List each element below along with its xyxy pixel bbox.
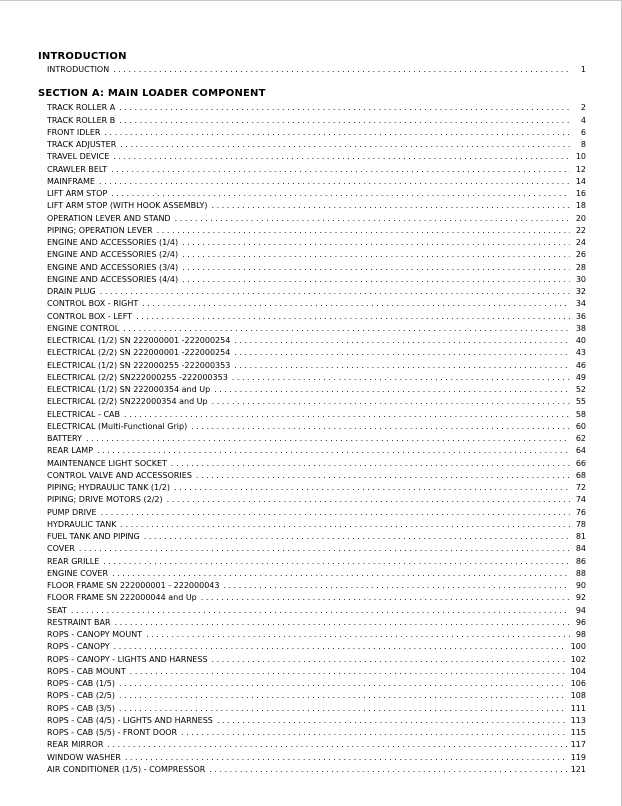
- toc-entry[interactable]: [38, 311, 586, 323]
- dot-leader: [146, 629, 570, 641]
- toc-entry[interactable]: [38, 531, 586, 543]
- toc-entry-title: ROPS - CAB (3/5): [47, 703, 115, 713]
- dot-leader: [119, 690, 567, 702]
- dot-leader: [119, 678, 567, 690]
- toc-entry-title: ENGINE CONTROL: [47, 323, 120, 333]
- toc-entry-page-number: 46: [575, 360, 586, 370]
- toc-entry[interactable]: [38, 703, 586, 715]
- toc-entry-page-number: 119: [570, 752, 586, 762]
- toc-entry[interactable]: [38, 237, 586, 249]
- dot-leader: [114, 641, 567, 653]
- toc-entry-title: LIFT ARM STOP: [47, 189, 108, 198]
- toc-entry-title: PIPING; OPERATION LEVER: [47, 225, 153, 235]
- toc-entry[interactable]: [38, 115, 586, 127]
- toc-entry-page-number: 14: [575, 176, 586, 186]
- dot-leader: [214, 384, 570, 396]
- toc-entry[interactable]: [38, 188, 586, 200]
- toc-entry-page-number: 26: [575, 250, 586, 260]
- toc-entry-title: CONTROL VALVE AND ACCESSORIES: [47, 470, 192, 480]
- toc-entry-page-number: 16: [575, 189, 586, 198]
- dot-leader: [107, 739, 566, 751]
- dot-leader: [234, 347, 570, 359]
- dot-leader: [119, 703, 567, 715]
- toc-entry-page-number: 66: [575, 458, 586, 468]
- toc-entry-title: ELECTRICAL - CAB: [47, 409, 120, 419]
- section-a-entry-list: [38, 102, 586, 776]
- toc-entry-page-number: 98: [575, 630, 586, 639]
- toc-entry-title: CONTROL BOX - RIGHT: [47, 299, 139, 309]
- table-of-contents: [38, 51, 586, 776]
- toc-entry-title: ELECTRICAL (2/2) SN 222000001 -222000254: [47, 348, 231, 358]
- toc-entry-page-number: 76: [575, 507, 586, 517]
- toc-entry-page-number: 55: [575, 397, 586, 407]
- toc-entry-title: ELECTRICAL (1/2) SN 222000354 and Up: [47, 385, 211, 394]
- toc-entry[interactable]: [38, 421, 586, 433]
- dot-leader: [232, 372, 570, 384]
- toc-entry-page-number: 60: [575, 421, 586, 431]
- toc-entry[interactable]: [38, 470, 586, 482]
- toc-entry[interactable]: [38, 360, 586, 372]
- toc-entry-page-number: 24: [575, 238, 586, 247]
- toc-entry-title: ROPS - CANOPY - LIGHTS AND HARNESS: [47, 654, 208, 664]
- toc-entry-title: INTRODUCTION: [47, 65, 110, 74]
- toc-entry[interactable]: [38, 739, 586, 751]
- toc-entry[interactable]: [38, 164, 586, 176]
- toc-entry-page-number: 36: [575, 311, 586, 321]
- toc-entry-title: SEAT: [47, 605, 67, 615]
- toc-entry-title: DRAIN PLUG: [47, 287, 96, 296]
- toc-entry-page-number: 32: [575, 287, 586, 296]
- dot-leader: [113, 151, 570, 163]
- toc-entry-page-number: 72: [575, 483, 586, 492]
- toc-entry[interactable]: [38, 715, 586, 727]
- toc-entry[interactable]: [38, 335, 586, 347]
- section-heading-section-a: SECTION A: MAIN LOADER COMPONENT: [38, 88, 266, 100]
- toc-entry-title: FLOOR FRAME SN 222000001 - 222000043: [47, 581, 220, 590]
- dot-leader: [123, 323, 570, 335]
- toc-entry-page-number: 96: [575, 617, 586, 627]
- toc-entry-title: ENGINE COVER: [47, 568, 109, 578]
- dot-leader: [104, 127, 570, 139]
- toc-entry[interactable]: [38, 543, 586, 555]
- toc-entry-title: TRACK ROLLER A: [47, 103, 116, 113]
- toc-entry[interactable]: [38, 372, 586, 384]
- toc-entry[interactable]: [38, 678, 586, 690]
- toc-entry-title: ENGINE AND ACCESSORIES (1/4): [47, 238, 179, 247]
- toc-entry-title: ELECTRICAL (2/2) SN222000354 and Up: [47, 397, 208, 407]
- toc-entry[interactable]: [38, 396, 586, 408]
- toc-entry-title: ROPS - CAB (2/5): [47, 691, 115, 701]
- toc-entry-page-number: 104: [570, 666, 586, 676]
- toc-entry-title: AIR CONDITIONER (1/5) - COMPRESSOR: [47, 764, 206, 774]
- toc-entry-title: WINDOW WASHER: [47, 752, 121, 762]
- toc-entry[interactable]: [38, 176, 586, 188]
- toc-entry-page-number: 49: [575, 372, 586, 382]
- toc-entry[interactable]: [38, 629, 586, 641]
- toc-entry-page-number: 115: [570, 728, 586, 737]
- toc-entry-page-number: 102: [570, 654, 586, 664]
- toc-entry-title: ELECTRICAL (1/2) SN 222000255 -222000353: [47, 360, 231, 370]
- dot-leader: [125, 752, 567, 764]
- dot-leader: [212, 200, 570, 212]
- toc-entry-title: ELECTRICAL (1/2) SN 222000001 -222000254: [47, 336, 231, 345]
- toc-entry-page-number: 52: [575, 385, 586, 394]
- toc-entry-title: MAINFRAME: [47, 176, 95, 186]
- toc-entry-title: ROPS - CANOPY: [47, 642, 110, 652]
- dot-leader: [120, 139, 570, 151]
- toc-entry[interactable]: [38, 641, 586, 653]
- toc-entry-title: ROPS - CAB (4/5) - LIGHTS AND HARNESS: [47, 715, 213, 725]
- dot-leader: [124, 409, 570, 421]
- toc-entry-page-number: 18: [575, 201, 586, 211]
- toc-entry-page-number: 84: [575, 544, 586, 554]
- dot-leader: [212, 654, 567, 666]
- toc-entry-title: ROPS - CAB (1/5): [47, 679, 115, 688]
- toc-entry[interactable]: [38, 482, 586, 494]
- dot-leader: [144, 531, 570, 543]
- toc-entry[interactable]: [38, 323, 586, 335]
- toc-entry-page-number: 68: [575, 470, 586, 480]
- toc-entry-page-number: 34: [575, 299, 586, 309]
- toc-entry-title: ENGINE AND ACCESSORIES (4/4): [47, 274, 179, 284]
- dot-leader: [234, 360, 570, 372]
- dot-leader: [182, 249, 570, 261]
- toc-entry[interactable]: [38, 102, 586, 114]
- dot-leader: [217, 715, 567, 727]
- toc-entry-page-number: 2: [580, 103, 586, 113]
- toc-entry[interactable]: [38, 605, 586, 617]
- toc-entry[interactable]: [38, 690, 586, 702]
- toc-entry-page-number: 20: [575, 213, 586, 223]
- toc-entry[interactable]: [38, 249, 586, 261]
- toc-entry[interactable]: [38, 617, 586, 629]
- toc-entry-title: PIPING; DRIVE MOTORS (2/2): [47, 495, 163, 505]
- toc-entry-title: REAR GRILLE: [47, 556, 100, 566]
- toc-entry-title: BATTERY: [47, 434, 82, 443]
- toc-entry-page-number: 8: [580, 140, 586, 149]
- toc-entry-title: REAR MIRROR: [47, 740, 104, 750]
- dot-leader: [223, 580, 570, 592]
- toc-entry-page-number: 94: [575, 605, 586, 615]
- toc-entry-title: ENGINE AND ACCESSORIES (2/4): [47, 250, 179, 260]
- toc-entry[interactable]: [38, 286, 586, 298]
- toc-entry-page-number: 64: [575, 446, 586, 456]
- toc-entry[interactable]: [38, 64, 586, 76]
- toc-entry[interactable]: [38, 556, 586, 568]
- page-top-border: [0, 0, 622, 1]
- toc-entry-page-number: 117: [570, 740, 586, 750]
- toc-entry-page-number: 86: [575, 556, 586, 566]
- dot-leader: [111, 164, 570, 176]
- dot-leader: [113, 64, 570, 76]
- dot-leader: [86, 433, 570, 445]
- dot-leader: [201, 592, 570, 604]
- toc-entry-title: LIFT ARM STOP (WITH HOOK ASSEMBLY): [47, 201, 208, 211]
- toc-entry-page-number: 92: [575, 593, 586, 603]
- toc-entry-title: ELECTRICAL (Multi-Functional Grip): [47, 421, 188, 431]
- toc-entry-title: ROPS - CANOPY MOUNT: [47, 630, 143, 639]
- toc-entry-title: TRAVEL DEVICE: [47, 152, 110, 162]
- toc-entry-page-number: 28: [575, 262, 586, 272]
- toc-entry[interactable]: [38, 433, 586, 445]
- dot-leader: [174, 482, 570, 494]
- toc-entry-page-number: 1: [580, 65, 586, 74]
- toc-entry[interactable]: [38, 654, 586, 666]
- toc-entry[interactable]: [38, 507, 586, 519]
- dot-leader: [71, 605, 570, 617]
- toc-entry-title: HYDRAULIC TANK: [47, 519, 117, 529]
- toc-entry[interactable]: [38, 592, 586, 604]
- toc-entry-page-number: 62: [575, 434, 586, 443]
- toc-entry[interactable]: [38, 666, 586, 678]
- toc-entry-title: ROPS - CAB MOUNT: [47, 666, 126, 676]
- toc-entry[interactable]: [38, 409, 586, 421]
- toc-entry-page-number: 6: [580, 127, 586, 137]
- toc-entry[interactable]: [38, 494, 586, 506]
- dot-leader: [175, 213, 570, 225]
- toc-entry[interactable]: [38, 139, 586, 151]
- toc-entry[interactable]: [38, 213, 586, 225]
- toc-entry-title: ELECTRICAL (2/2) SN222000255 -222000353: [47, 372, 228, 382]
- toc-entry[interactable]: [38, 752, 586, 764]
- toc-entry[interactable]: [38, 384, 586, 396]
- toc-entry[interactable]: [38, 225, 586, 237]
- toc-entry[interactable]: [38, 519, 586, 531]
- toc-entry[interactable]: [38, 458, 586, 470]
- dot-leader: [181, 727, 567, 739]
- toc-entry[interactable]: [38, 200, 586, 212]
- dot-leader: [171, 458, 570, 470]
- dot-leader: [111, 188, 570, 200]
- toc-entry-page-number: 108: [570, 691, 586, 701]
- toc-entry[interactable]: [38, 151, 586, 163]
- toc-entry-page-number: 81: [575, 532, 586, 541]
- toc-entry-title: RESTRAINT BAR: [47, 617, 111, 627]
- toc-entry-page-number: 100: [570, 642, 586, 652]
- toc-entry-title: CONTROL BOX - LEFT: [47, 311, 133, 321]
- dot-leader: [97, 445, 570, 457]
- toc-entry[interactable]: [38, 727, 586, 739]
- toc-entry-title: PIPING; HYDRAULIC TANK (1/2): [47, 483, 170, 492]
- dot-leader: [136, 311, 570, 323]
- dot-leader: [209, 764, 566, 776]
- dot-leader: [234, 335, 570, 347]
- toc-entry-title: FRONT IDLER: [47, 127, 101, 137]
- toc-entry-title: TRACK ADJUSTER: [47, 140, 117, 149]
- toc-entry[interactable]: [38, 347, 586, 359]
- toc-entry[interactable]: [38, 298, 586, 310]
- dot-leader: [130, 666, 567, 678]
- toc-entry-page-number: 113: [570, 715, 586, 725]
- toc-entry-page-number: 78: [575, 519, 586, 529]
- dot-leader: [167, 494, 570, 506]
- dot-leader: [100, 286, 570, 298]
- dot-leader: [196, 470, 570, 482]
- dot-leader: [101, 507, 570, 519]
- dot-leader: [112, 568, 570, 580]
- toc-entry-title: MAINTENANCE LIGHT SOCKET: [47, 458, 167, 468]
- toc-entry-title: FLOOR FRAME SN 222000044 and Up: [47, 593, 197, 603]
- dot-leader: [191, 421, 570, 433]
- toc-entry[interactable]: [38, 568, 586, 580]
- toc-entry-title: ROPS - CAB (5/5) - FRONT DOOR: [47, 728, 178, 737]
- toc-entry-title: PUMP DRIVE: [47, 507, 97, 517]
- toc-entry-title: ENGINE AND ACCESSORIES (3/4): [47, 262, 179, 272]
- toc-entry-page-number: 58: [575, 409, 586, 419]
- dot-leader: [103, 556, 570, 568]
- toc-entry-page-number: 90: [575, 581, 586, 590]
- toc-entry-page-number: 12: [575, 164, 586, 174]
- dot-leader: [182, 274, 570, 286]
- dot-leader: [157, 225, 570, 237]
- toc-entry-page-number: 4: [580, 115, 586, 125]
- toc-entry-title: TRACK ROLLER B: [47, 115, 116, 125]
- toc-entry-page-number: 106: [570, 679, 586, 688]
- dot-leader: [79, 543, 570, 555]
- toc-entry-page-number: 22: [575, 225, 586, 235]
- toc-entry-title: FUEL TANK AND PIPING: [47, 532, 140, 541]
- toc-entry-page-number: 40: [575, 336, 586, 345]
- toc-entry[interactable]: [38, 580, 586, 592]
- toc-entry[interactable]: [38, 274, 586, 286]
- dot-leader: [121, 519, 570, 531]
- dot-leader: [119, 115, 570, 127]
- toc-entry[interactable]: [38, 445, 586, 457]
- dot-leader: [119, 102, 570, 114]
- toc-entry-title: REAR LAMP: [47, 446, 94, 456]
- toc-entry-page-number: 43: [575, 348, 586, 358]
- toc-entry-page-number: 88: [575, 568, 586, 578]
- introduction-entry-list: [38, 64, 586, 76]
- toc-entry-page-number: 38: [575, 323, 586, 333]
- toc-entry-page-number: 121: [570, 764, 586, 774]
- toc-entry-page-number: 111: [570, 703, 586, 713]
- dot-leader: [182, 237, 570, 249]
- dot-leader: [212, 396, 570, 408]
- toc-entry[interactable]: [38, 764, 586, 776]
- section-heading-introduction: INTRODUCTION: [38, 51, 127, 62]
- toc-entry-title: CRAWLER BELT: [47, 164, 108, 174]
- toc-entry[interactable]: [38, 262, 586, 274]
- toc-entry-page-number: 74: [575, 495, 586, 505]
- toc-entry-title: COVER: [47, 544, 75, 554]
- toc-entry-page-number: 10: [575, 152, 586, 162]
- toc-entry[interactable]: [38, 127, 586, 139]
- toc-entry-page-number: 30: [575, 274, 586, 284]
- toc-entry-title: OPERATION LEVER AND STAND: [47, 213, 171, 223]
- dot-leader: [115, 617, 570, 629]
- dot-leader: [99, 176, 570, 188]
- dot-leader: [142, 298, 570, 310]
- dot-leader: [182, 262, 570, 274]
